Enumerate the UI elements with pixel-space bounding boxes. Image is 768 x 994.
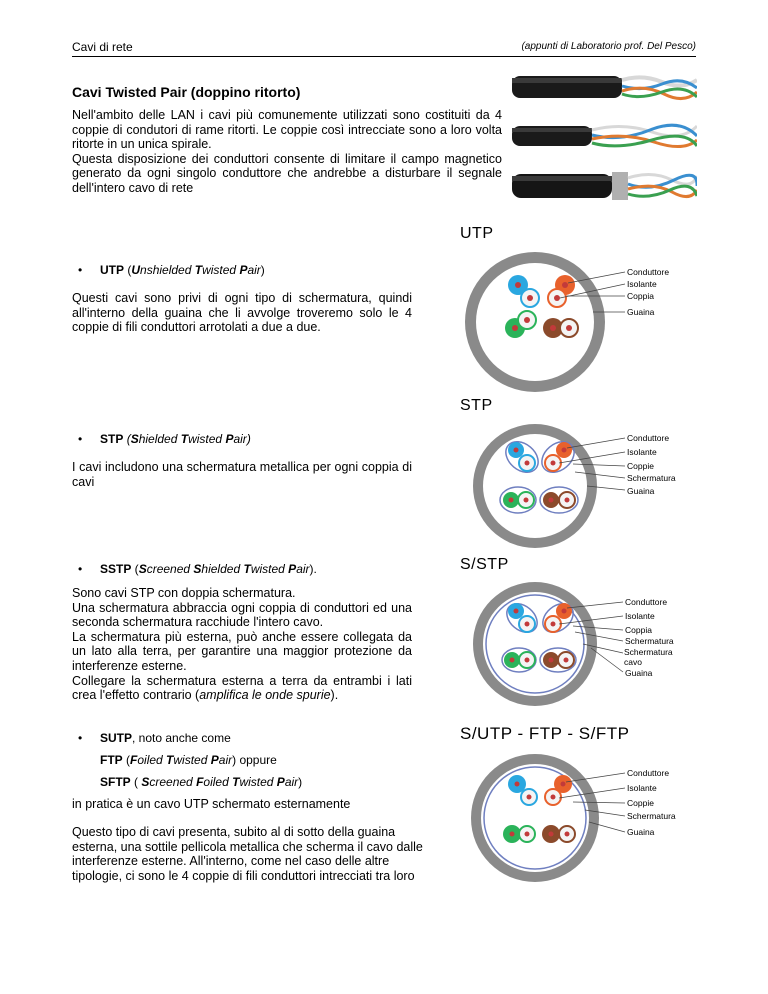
sutp-bullet: • SUTP, noto anche come xyxy=(78,731,231,745)
sutp-cross-section-diagram xyxy=(455,748,687,888)
utp-label-isolante: Isolante xyxy=(627,279,657,289)
twisted-pair-cable-photo xyxy=(512,66,697,206)
utp-label-conduttore: Conduttore xyxy=(627,267,670,277)
header-left: Cavi di rete xyxy=(72,40,133,54)
sstp-label-guaina: Guaina xyxy=(625,668,653,678)
utp-term: UTP xyxy=(100,263,124,277)
ftp-line: FTP (Foiled Twisted Pair) oppure xyxy=(100,753,277,767)
sutp-term: SUTP xyxy=(100,731,133,745)
stp-label-conduttore: Conduttore xyxy=(627,433,670,443)
sstp-cross-section-diagram xyxy=(455,578,687,710)
utp-cross-section-diagram xyxy=(455,248,687,396)
sstp-line-1: Sono cavi STP con doppia schermatura. xyxy=(72,586,296,600)
page-title: Cavi Twisted Pair (doppino ritorto) xyxy=(72,84,301,100)
sstp-bullet: • SSTP (Screened Shielded Twisted Pair). xyxy=(78,562,317,576)
sstp-label-coppia: Coppia xyxy=(625,625,652,635)
ftp-term: FTP xyxy=(100,753,123,767)
utp-bullet: • UTP (Unshielded Twisted Pair) xyxy=(78,263,265,277)
stp-cross-section-diagram xyxy=(455,420,687,552)
sstp-line-2: Una schermatura abbraccia ogni coppia di conduttori ed una seconda schermatura racchiude l'intero cavo. xyxy=(72,600,412,630)
sstp-term: SSTP xyxy=(100,562,132,576)
sftp-term: SFTP xyxy=(100,775,131,789)
sstp-label-schermatura: Schermatura xyxy=(625,636,674,646)
sutp-description: Questo tipo di cavi presenta, subito al di sotto della guaina esterna, una sottile pellicola metallica che scherma il cavo dalle interferenze esterne. All'interno, come nel caso delle altre tipologie, ci sono le 4 coppie di fili conduttori intrecciati tra loro xyxy=(72,825,423,883)
sutp-label-isolante: Isolante xyxy=(627,783,657,793)
stp-term: STP xyxy=(100,432,124,446)
sutp-label-guaina: Guaina xyxy=(627,827,655,837)
header-rule xyxy=(72,56,696,57)
sutp-summary: in pratica è un cavo UTP schermato esternamente xyxy=(72,797,351,811)
sstp-line-3: La schermatura più esterna, può anche essere collegata da un lato alla terra, per garantire una maggior protezione da interferenze esterne. xyxy=(72,629,412,673)
sutp-diagram-title: S/UTP - FTP - S/FTP xyxy=(460,724,630,743)
bullet-dot-icon: • xyxy=(78,432,83,446)
header-right: (appunti di Laboratorio prof. Del Pesco) xyxy=(521,41,696,52)
sftp-line: SFTP ( Screened Foiled Twisted Pair) xyxy=(100,775,303,789)
intro-paragraph-2: Questa disposizione dei conduttori consente di limitare il campo magnetico generato da ogni singolo conduttore che andrebbe a disturbare il segnale dell'intero cavo di rete xyxy=(72,151,502,195)
sstp-line-4: Collegare la schermatura esterna a terra da entrambi i lati crea l'effetto contrario (amplifica le onde spurie). xyxy=(72,673,412,703)
cable-3 xyxy=(512,172,697,200)
stp-label-isolante: Isolante xyxy=(627,447,657,457)
sstp-diagram-title: S/STP xyxy=(460,556,509,573)
stp-label-guaina: Guaina xyxy=(627,486,655,496)
sutp-label-coppie: Coppie xyxy=(627,798,654,808)
utp-label-guaina: Guaina xyxy=(627,307,655,317)
bullet-dot-icon: • xyxy=(78,562,83,576)
utp-description: Questi cavi sono privi di ogni tipo di schermatura, quindi all'interno della guaina che li avvolge troveremo solo le 4 coppie di fili conduttori arrotolati a due a due. xyxy=(72,291,412,335)
bullet-dot-icon: • xyxy=(78,263,83,277)
sstp-label-isolante: Isolante xyxy=(625,611,655,621)
stp-label-schermatura: Schermatura xyxy=(627,473,676,483)
utp-label-coppia: Coppia xyxy=(627,291,654,301)
utp-diagram-title: UTP xyxy=(460,225,494,242)
stp-diagram-title: STP xyxy=(460,397,493,414)
stp-label-coppie: Coppie xyxy=(627,461,654,471)
sstp-label-conduttore: Conduttore xyxy=(625,597,668,607)
intro-paragraph-1: Nell'ambito delle LAN i cavi più comunemente utilizzati sono costituiti da 4 coppie di condutori di rame ritorti. Le coppie così intrecciate sono a loro volta ritorte in un unica spirale. xyxy=(72,108,502,152)
stp-bullet: • STP (Shielded Twisted Pair) xyxy=(78,432,251,446)
sutp-label-schermatura: Schermatura xyxy=(627,811,676,821)
sutp-label-conduttore: Conduttore xyxy=(627,768,670,778)
cable-2 xyxy=(512,125,697,146)
sstp-label-schermatura-cavo: Schermatura cavo xyxy=(624,648,673,667)
intro-text xyxy=(72,108,502,196)
stp-description: I cavi includono una schermatura metallica per ogni coppia di cavi xyxy=(72,460,412,489)
cable-1 xyxy=(512,76,697,99)
bullet-dot-icon: • xyxy=(78,731,83,745)
sstp-description xyxy=(72,586,412,703)
